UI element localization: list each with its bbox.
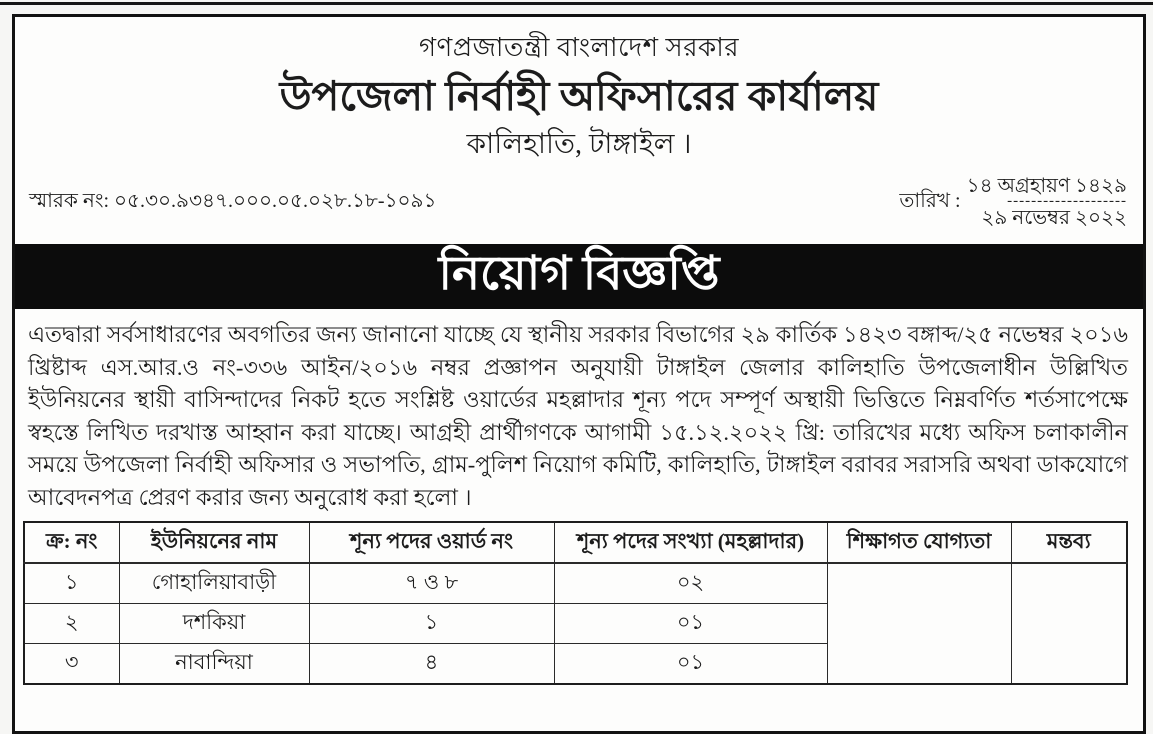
office-title: উপজেলা নির্বাহী অফিসারের কার্যালয় [279,73,879,119]
notice-document [12,14,1146,734]
date-stack [967,175,1127,230]
notice-banner-title: নিয়োগ বিজ্ঞপ্তি [15,244,1143,309]
col-ward-no: শূন্য পদের ওয়ার্ড নং [309,522,554,563]
cell-serial: ২ [24,604,119,644]
col-vacancy-count: শূন্য পদের সংখ্যা (মহল্লাদার) [554,522,827,563]
col-qualification: শিক্ষাগত যোগ্যতা [827,522,1011,563]
cell-ward: ৪ [309,644,554,685]
memo-number: স্মারক নং: ০৫.৩০.৯৩৪৭.০০০.০৫.০২৮.১৮-১০৯১ [29,190,437,213]
cell-qualification-merged [827,563,1011,684]
cell-ward: ৭ ও ৮ [309,563,554,604]
memo-date-row [15,173,1143,230]
top-edge-rule [0,2,1153,5]
vacancy-table [23,521,1128,685]
col-union-name: ইউনিয়নের নাম [119,522,309,563]
date-gregorian: ২৯ নভেম্বর ২০২২ [981,207,1127,230]
col-remarks: মন্তব্য [1011,522,1127,563]
table-row [24,563,1127,604]
office-address: কালিহাতি, টাঙ্গাইল । [466,129,692,161]
date-label: তারিখ : [899,190,961,213]
date-bangla-calendar: ১৪ অগ্রহায়ণ ১৪২৯ [966,175,1127,198]
notice-paragraph: এতদ্বারা সর্বসাধারণের অবগতির জন্য জানানো যাচ্ছে যে স্থানীয় সরকার বিভাগের ২৯ কার্তিক ১৪২৩ বঙ্গাব্দ/২৫ নভেম্বর ২০১৬ খ্রিষ্টাব্দ এস.আর.ও নং-৩৩৬ আইন/২০১৬ নম্বর প্রজ্ঞাপন অনুযায়ী টাঙ্গাইল জেলার কালিহাতি উপজেলাধীন উল্লিখিত ইউনিয়নের স্থায়ী বাসিন্দাদের নিকট হতে সংশ্লিষ্ট ওয়ার্ডের মহল্লাদার শূন্য পদে সম্পূর্ণ অস্থায়ী ভিত্তিতে নিম্নবর্ণিত শর্তসাপেক্ষে স্বহস্তে লিখিত দরখাস্ত আহ্বান করা যাচ্ছে। আগ্রহী প্রার্থীগণকে আগামী ১৫.১২.২০২২ খ্রি: তারিখের মধ্যে অফিস চলাকালীন সময়ে উপজেলা নির্বাহী অফিসার ও সভাপতি, গ্রাম-পুলিশ নিয়োগ কমিটি, কালিহাতি, টাঙ্গাইল বরাবর সরাসরি অথবা ডাকযোগে আবেদনপত্র প্রেরণ করার জন্য অনুরোধ করা হলো । [28,322,1128,510]
cell-vacancies: ০২ [554,563,827,604]
cell-ward: ১ [309,604,554,644]
cell-serial: ৩ [24,644,119,685]
cell-vacancies: ০১ [554,604,827,644]
cell-serial: ১ [24,563,119,604]
col-serial: ক্র: নং [24,522,119,563]
cell-remarks-merged [1011,563,1127,684]
cell-union: নাবান্দিয়া [119,644,309,685]
government-title: গণপ্রজাতন্ত্রী বাংলাদেশ সরকার [418,33,740,62]
cell-vacancies: ০১ [554,644,827,685]
date-block [899,175,1127,230]
date-divider-dashes: -------------------- [1007,193,1127,210]
cell-union: দশকিয়া [119,604,309,644]
table-header-row [24,522,1127,563]
cell-union: গোহালিয়াবাড়ী [119,563,309,604]
